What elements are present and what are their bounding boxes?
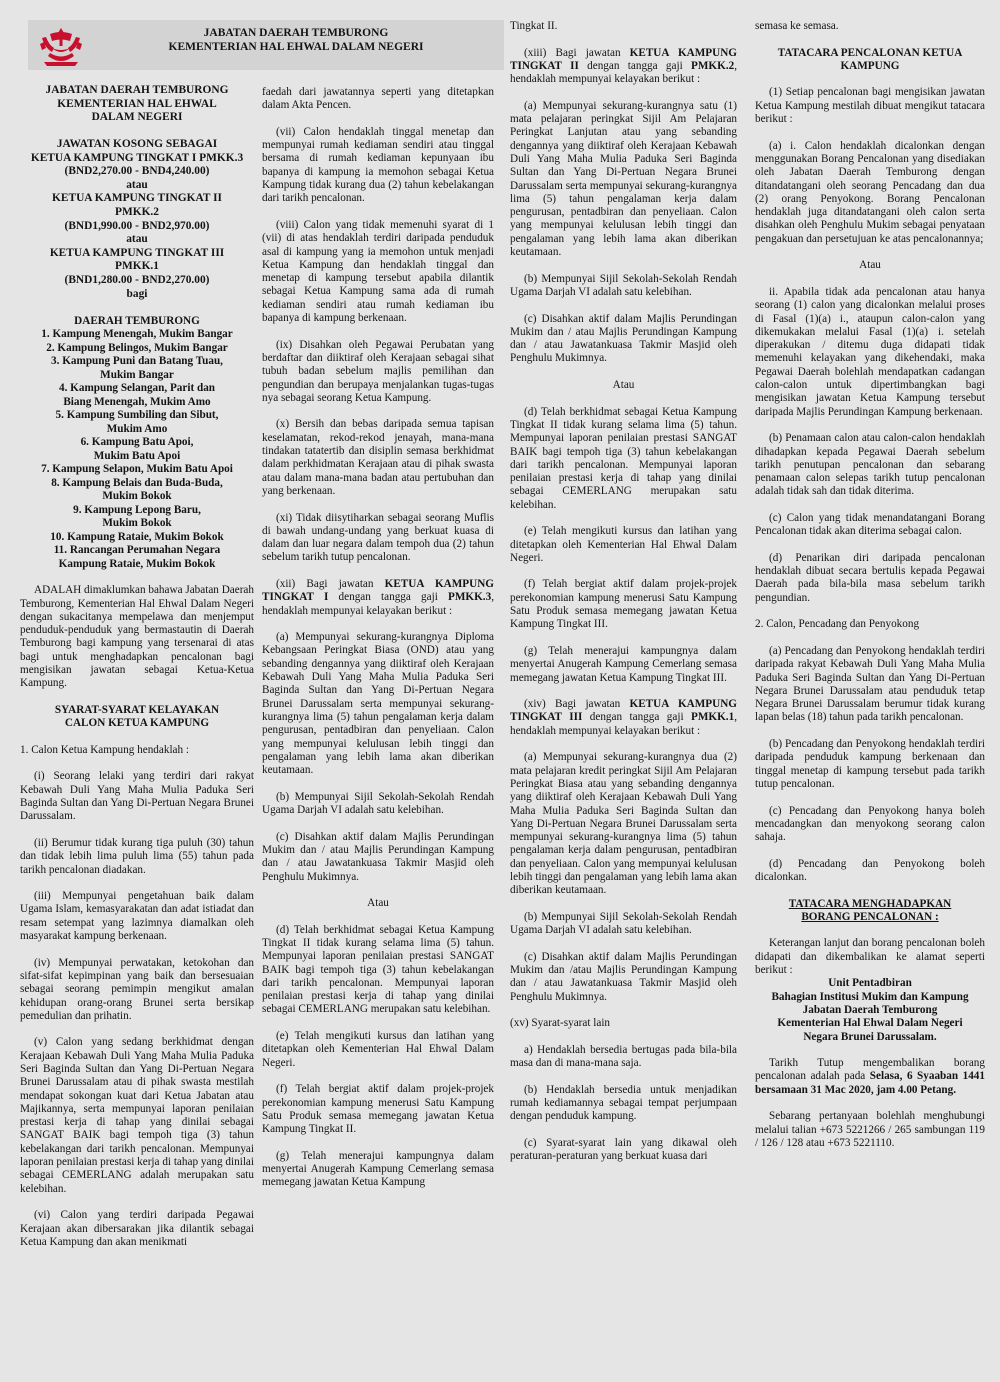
procedure-item: ii. Apabila tidak ada pencalonan atau hanya seorang (1) calon yang dicalonkan melalui proses di Fasal (1)(a) i., ataupun calon-calon yang dikemukakan melalui Fasal (1)(a) i. setelah diperakukan / ditemu duga didapati tidak memenuhi kelayakan yang dikehendaki, maka Pegawai Daerah bolehlah mendapatkan cadangan calon-calon untuk dipertimbangkan bagi mengisikan jawatan Ketua Kampung tersebut daripada Majlis Perundingan Kampung berkenaan. bbox=[755, 285, 985, 418]
vacancy-line: PMKK.2 bbox=[115, 206, 159, 219]
text-run: dengan tangga gaji bbox=[328, 591, 448, 604]
vacancy-line: KETUA KAMPUNG TINGKAT III bbox=[49, 246, 225, 259]
header-title-2: KEMENTERIAN HAL EHWAL DALAM NEGERI bbox=[168, 41, 424, 53]
village-item: Mukim Amo bbox=[106, 422, 168, 435]
village-item: Kampung Rataie, Mukim Bokok bbox=[58, 557, 216, 570]
qualification-item: a) Hendaklah bersedia bertugas pada bila-bila masa dan di mana-mana saja. bbox=[510, 1043, 737, 1070]
contact-info: Sebarang pertanyaan bolehlah menghubungi melalui talian +673 5221266 / 265 sambungan 119 / 126 / 128 atau +673 5221110. bbox=[755, 1110, 985, 1149]
requirement-item: (iii) Mempunyai pengetahuan baik dalam Ugama Islam, kemasyarakatan dan adat istiadat dan resam setempat yang lazimnya diamalkan oleh masyarakat kampung berkenaan. bbox=[20, 890, 254, 943]
qualification-item: (b) Mempunyai Sijil Sekolah-Sekolah Rendah Ugama Darjah VI adalah satu kelebihan. bbox=[510, 910, 737, 937]
village-list bbox=[20, 315, 254, 572]
procedure-item: (1) Setiap pencalonan bagi mengisikan jawatan Ketua Kampung mestilah dibuat mengikut tatacara berikut : bbox=[755, 86, 985, 126]
procedure-title bbox=[755, 47, 985, 74]
qualification-item: (a) Mempunyai sekurang-kurangnya dua (2) mata pelajaran kredit peringkat Sijil Am Pelajaran Peringkat Biasa atau yang sebanding dengannya yang diiktiraf oleh Kerajaan Kebawah Duli Yang Maha Mulia Paduka Seri Baginda Sultan dan Yang Di-Pertuan Negara Brunei Darussalam serta mempunyai sekurang-kurangnya lima (5) tahun pengalaman kerja dalam pengurusan, pentadbiran dan penyeliaan. Calon yang mempunyai kelulusan lebih tinggi dan pengalaman yang lebih lama akan diberikan keutamaan. bbox=[510, 751, 737, 897]
vacancy-line: (BND2,270.00 - BND4,240.00) bbox=[64, 165, 210, 178]
section-2-heading: 2. Calon, Pencadang dan Penyokong bbox=[755, 618, 920, 631]
requirement-item: (vi) Calon yang terdiri daripada Pegawai Kerajaan akan dibersarakan jika dilantik sebagai Ketua Kampung dan akan menikmati bbox=[20, 1209, 254, 1248]
vacancy-line: atau bbox=[126, 178, 148, 191]
requirement-item: (viii) Calon yang tidak memenuhi syarat di 1 (vii) di atas hendaklah terdiri daripada penduduk asal di kampung yang ia memohon untuk menjadi Ketua Kampung dan hendaklah tinggal dan menetap di kampung tersebut apabila dilantik sebagai Ketua Kampung sama ada di rumah kediaman sendiri atau rumah kediaman ibu bapanya di kampung berkenaan. bbox=[262, 218, 494, 325]
village-item: Biang Menengah, Mukim Amo bbox=[63, 395, 211, 408]
section-title-line: BORANG PENCALONAN : bbox=[801, 910, 939, 923]
section-title-line: TATACARA PENCALONAN KETUA bbox=[777, 46, 963, 59]
requirement-item: (i) Seorang lelaki yang terdiri dari rakyat Kebawah Duli Yang Maha Mulia Paduka Seri Baginda Sultan dan Yang Di-Pertuan Negara Brunei Darussalam. bbox=[20, 770, 254, 823]
procedure-item: (c) Pencadang dan Penyokong hanya boleh mencadangkan dan menyokong seorang calon sahaja. bbox=[755, 804, 985, 844]
section-title-line: SYARAT-SYARAT KELAYAKAN bbox=[54, 703, 220, 716]
district-title: DAERAH TEMBURONG bbox=[74, 314, 200, 327]
qualification-item: (c) Disahkan aktif dalam Majlis Perundingan Mukim dan / atau Majlis Perundingan Kampung dan / atau Jawatankuasa Takmir Masjid oleh Penghulu Mukimnya. bbox=[262, 830, 494, 883]
village-item: 1. Kampung Menengah, Mukim Bangar bbox=[41, 328, 233, 340]
qualification-item: (f) Telah bergiat aktif dalam projek-projek perekonomian kampung menerusi Satu Kampung Satu Produk semasa memegang jawatan Ketua Kampung Tingkat II. bbox=[262, 1083, 494, 1136]
vacancy-line: JAWATAN KOSONG SEBAGAI bbox=[56, 138, 218, 151]
requirement-item: (vii) Calon hendaklah tinggal menetap dan mempunyai rumah kediaman sendiri atau tinggal bersama di rumah kediaman kepunyaan ibu bapanya di kampung ia memohon sebagai Ketua Kampung tidak kurang dua (2) tahun kebelakangan dari tarikh pencalonan. bbox=[262, 125, 494, 205]
qualification-item: (d) Telah berkhidmat sebagai Ketua Kampung Tingkat II tidak kurang selama lima (5) tahun. Mempunyai laporan penilaian prestasi SANGAT BAIK bagi tempoh tiga (3) tahun kebelakangan dari tarikh pencalonan. Mempunyai laporan penilaian prestasi kerja di tahap yang dinilai sebagai CEMERLANG merupakan satu kelebihan. bbox=[510, 405, 737, 511]
requirement-item: (xi) Tidak diisytiharkan sebagai seorang Muflis di bawah undang-undang yang berkuat kuasa di dalam dan luar negara dalam tempoh dua (2) tahun sebelum tarikh tutup pencalonan. bbox=[262, 511, 494, 564]
column-2 bbox=[262, 86, 494, 1382]
other-requirements-title: (xv) Syarat-syarat lain bbox=[510, 1017, 611, 1030]
intro-paragraph: ADALAH dimaklumkan bahawa Jabatan Daerah Temburong, Kementerian Hal Ehwal Dalam Negeri dengan sukacitanya mempelawa dan menjemput penduduk-penduduk yang bermastautin di Daerah Temburong bagi kampung yang tersenarai di atas bagi untuk menghadapkan pencalonan bagi mengisikan jawatan sebagai Ketua-Ketua Kampung. bbox=[20, 584, 254, 690]
procedure-item: (a) i. Calon hendaklah dicalonkan dengan menggunakan Borang Pencalonan yang disediakan oleh Jabatan Daerah Temburong dengan ditandatangani oleh seorang Pencadang dan dua (2) orang Penyokong. Borang Pencalonan hendaklah juga ditandatangani oleh calon serta disahkan oleh Penghulu Mukim sebagai penyataan pengakuan dan persetujuan ke atas pencalonannya; bbox=[755, 139, 985, 245]
text-run: KETUA KAMPUNG TINGKAT II bbox=[510, 46, 737, 72]
column-3 bbox=[510, 20, 737, 1316]
vacancy-line: atau bbox=[126, 233, 148, 246]
village-item: 7. Kampung Selapon, Mukim Batu Apoi bbox=[41, 463, 233, 475]
tier1-heading bbox=[262, 578, 494, 618]
qualification-item: (b) Mempunyai Sijil Sekolah-Sekolah Rendah Ugama Darjah VI adalah satu kelebihan. bbox=[510, 272, 737, 298]
procedure-item: (b) Penamaan calon atau calon-calon hendaklah dihadapkan kepada Pegawai Daerah sebelum tarikh penutupan pencalonan dan sebarang penamaan calon selepas tarikh tutup pencalonan adalah tidak sah dan tidak diterima. bbox=[755, 432, 985, 498]
procedure-item: (a) Pencadang dan Penyokong hendaklah terdiri daripada rakyat Kebawah Duli Yang Maha Mulia Paduka Seri Baginda Sultan dan Yang Di-Pertuan Negara Brunei Darussalam atau penduduk tetap Negara Brunei Darussalam berumur tidak kurang lapan belas (18) tahun pada tarikh pencalonan. bbox=[755, 644, 985, 724]
requirement-item: (iv) Mempunyai perwatakan, ketokohan dan sifat-sifat kepimpinan yang baik dan bersesuaian sebagai seorang pemimpin mengikut amalan kehidupan orang-orang Brunei serta bersikap pemedulian dan prihatin. bbox=[20, 956, 254, 1022]
village-item: Mukim Bokok bbox=[102, 517, 172, 529]
vacancy-line: (BND1,280.00 - BND2,270.00) bbox=[64, 274, 210, 287]
village-item: Mukim Bangar bbox=[100, 368, 174, 381]
qualification-item: (f) Telah bergiat aktif dalam projek-projek perekonomian kampung menerusi Satu Kampung Satu Produk semasa memegang jawatan Ketua Kampung Tingkat III. bbox=[510, 578, 737, 631]
text-run: dengan tangga gaji bbox=[578, 59, 692, 72]
qualification-item: (c) Disahkan aktif dalam Majlis Perundingan Mukim dan / atau Majlis Perundingan Kampung dan / atau Jawatankuasa Takmir Masjid oleh Penghulu Mukimnya. bbox=[510, 312, 737, 365]
tier3-heading bbox=[510, 698, 737, 738]
procedure-item: (d) Penarikan diri daripada pencalonan hendaklah dibuat secara bertulis kepada Pegawai Daerah pada bila-bila masa sebelum tarikh pengundian. bbox=[755, 551, 985, 604]
requirement-item: faedah dari jawatannya seperti yang ditetapkan dalam Akta Pencen. bbox=[262, 86, 494, 112]
text-run: KETUA KAMPUNG TINGKAT III bbox=[510, 698, 737, 724]
qualification-item: (e) Telah mengikuti kursus dan latihan yang ditetapkan oleh Kementerian Hal Ehwal Dalam Negeri. bbox=[510, 525, 737, 564]
qualification-item: (a) Mempunyai sekurang-kurangnya Diploma Kebangsaan Peringkat Biasa (OND) atau yang sebanding dengannya yang diiktiraf oleh Kerajaan Kebawah Duli Yang Maha Mulia Paduka Seri Baginda Sultan dan Yang Di-Pertuan Negara Brunei Darussalam serta mempunyai sekurang-kurangnya lima (5) tahun pengalaman kerja dalam pengurusan, pentadbiran dan penyeliaan. Calon yang mempunyai kelulusan lebih tinggi dan pengalaman yang lebih lama akan diberikan keutamaan. bbox=[262, 631, 494, 777]
qualification-item: (c) Disahkan aktif dalam Majlis Perundingan Mukim dan /atau Majlis Perundingan Kampung dan / atau Jawatankuasa Takmir Masjid oleh Penghulu Mukimnya. bbox=[510, 950, 737, 1003]
village-item: Mukim Batu Apoi bbox=[93, 449, 181, 462]
address-line: Unit Pentadbiran bbox=[828, 977, 912, 990]
qualification-item: (g) Telah menerajui kampungnya dalam menyertai Anugerah Kampung Cemerlang semasa memegang jawatan Ketua Kampung Tingkat III. bbox=[510, 644, 737, 684]
requirement-item: (x) Bersih dan bebas daripada semua tapisan keselamatan, rekod-rekod jenayah, mana-mana tindakan tatatertib dan disiplin semasa berkhidmat dalam perkhidmatan Kerajaan atau di pihak swasta atau dalam mana-mana badan atau pertubuhan dan yang berkenaan. bbox=[262, 418, 494, 497]
column-4 bbox=[755, 20, 985, 1316]
text-run: (xiv) Bagi jawatan bbox=[524, 698, 630, 711]
procedure-item: (d) Pencadang dan Penyokong boleh dicalonkan. bbox=[755, 857, 985, 883]
text-run: Tarikh Tutup mengembalikan borang pencalonan adalah pada bbox=[755, 1057, 985, 1083]
brunei-crest-icon bbox=[38, 26, 84, 70]
village-item: 3. Kampung Puni dan Batang Tuau, bbox=[51, 355, 223, 367]
vacancy-line: bagi bbox=[126, 287, 148, 300]
org-block bbox=[20, 84, 254, 125]
tier2-heading bbox=[510, 47, 737, 87]
text-run: PMKK.3 bbox=[448, 591, 492, 604]
org-line: KEMENTERIAN HAL EHWAL bbox=[57, 97, 217, 110]
column-1 bbox=[20, 84, 254, 1380]
address-line: Negara Brunei Darussalam. bbox=[803, 1030, 937, 1043]
org-line: DALAM NEGERI bbox=[91, 111, 183, 124]
village-item: 10. Kampung Rataie, Mukim Bokok bbox=[50, 530, 224, 543]
vacancy-block bbox=[20, 138, 254, 301]
closing-date bbox=[755, 1057, 985, 1097]
requirements-title bbox=[20, 704, 254, 731]
qualification-item: (g) Telah menerajui kampungnya dalam menyertai Anugerah Kampung Cemerlang semasa memegang jawatan Ketua Kampung bbox=[262, 1149, 494, 1189]
text-run: , hendaklah mempunyai kelayakan berikut : bbox=[510, 711, 737, 737]
section-title-line: TATACARA MENGHADAPKAN bbox=[788, 897, 952, 910]
section-title-line: CALON KETUA KAMPUNG bbox=[64, 717, 210, 730]
atau-divider: Atau bbox=[367, 897, 389, 910]
address-line: Bahagian Institusi Mukim dan Kampung bbox=[771, 990, 969, 1003]
vacancy-line: PMKK.1 bbox=[115, 260, 159, 273]
village-item: 8. Kampung Belais dan Buda-Buda, bbox=[51, 476, 223, 489]
procedure-item: (b) Pencadang dan Penyokong hendaklah terdiri daripada penduduk kampung berkenaan dan tinggal menetap di kampung tersebut pada tarikh tutup pencalonan. bbox=[755, 738, 985, 790]
atau-divider: Atau bbox=[859, 259, 881, 272]
village-item: 9. Kampung Lepong Baru, bbox=[73, 503, 201, 516]
village-item: 6. Kampung Batu Apoi, bbox=[80, 436, 194, 448]
org-line: JABATAN DAERAH TEMBURONG bbox=[45, 84, 229, 96]
address-line: Jabatan Daerah Temburong bbox=[802, 1003, 938, 1016]
closing-date-value: Selasa, 6 Syaaban 1441 bersamaan 31 Mac 2020, jam 4.00 Petang. bbox=[755, 1070, 985, 1096]
submission-intro: Keterangan lanjut dan borang pencalonan boleh didapati dan dikembalikan ke alamat seperti berikut : bbox=[755, 937, 985, 977]
qualification-item: (d) Telah berkhidmat sebagai Ketua Kampung Tingkat II tidak kurang selama lima (5) tahun. Mempunyai laporan penilaian prestasi SANGAT BAIK bagi tempoh tiga (3) tahun kebelakangan dari tarikh pencalonan. Mempunyai laporan penilaian prestasi kerja di tahap yang dinilai sebagai CEMERLANG merupakan satu kelebihan. bbox=[262, 923, 494, 1016]
procedure-item: (c) Calon yang tidak menandatangani Borang Pencalonan tidak akan diterima sebagai calon. bbox=[755, 511, 985, 538]
requirement-item: (ii) Berumur tidak kurang tiga puluh (30) tahun dan tidak lebih lima puluh lima (55) tahun pada tarikh pencalonan diadakan. bbox=[20, 836, 254, 876]
requirements-intro: 1. Calon Ketua Kampung hendaklah : bbox=[20, 743, 190, 756]
text-run: PMKK.1 bbox=[691, 711, 735, 724]
address-line: Kementerian Hal Ehwal Dalam Negeri bbox=[777, 1017, 963, 1030]
header-title-1: JABATAN DAERAH TEMBURONG bbox=[203, 27, 389, 39]
text-run: (xiii) Bagi jawatan bbox=[524, 46, 630, 59]
text-run: , hendaklah mempunyai kelayakan berikut : bbox=[262, 591, 494, 617]
requirement-item: (ix) Disahkan oleh Pegawai Perubatan yang berdaftar dan diiktiraf oleh Kerajaan sebagai sihat tubuh badan sebelum majlis pemilihan dan pengundian dan berupaya menjalankan tugas-tugas nya sebagai seorang Ketua Kampung. bbox=[262, 338, 494, 404]
qualification-item: (b) Hendaklah bersedia untuk menjadikan rumah kediamannya sebagai tempat perjumpaan dengan penduduk kampung. bbox=[510, 1083, 737, 1123]
submission-title bbox=[755, 898, 985, 925]
vacancy-line: KETUA KAMPUNG TINGKAT I PMKK.3 bbox=[30, 151, 244, 164]
vacancy-line: KETUA KAMPUNG TINGKAT II bbox=[52, 192, 222, 205]
village-item: 2. Kampung Belingos, Mukim Bangar bbox=[46, 341, 228, 354]
vacancy-line: (BND1,990.00 - BND2,970.00) bbox=[64, 219, 210, 232]
requirement-item: (v) Calon yang sedang berkhidmat dengan Kerajaan Kebawah Duli Yang Maha Mulia Paduka Seri Baginda Sultan dan Yang Di-Pertuan Negara Brunei Darussalam atau di pihak swasta mestilah mendapat sokongan kuat dari Ketua Jabatan atau Majikannya, serta mempunyai laporan penilaian prestasi kerja di tahap yang dinilai sebagai SANGAT BAIK bagi tempoh tiga (3) tahun kebelakangan dari tarikh pencalonan. Mempunyai laporan penilaian prestasi kerja di tahap yang dinilai sebagai CEMERLANG adalah merupakan satu kelebihan. bbox=[20, 1036, 254, 1195]
atau-divider: Atau bbox=[612, 379, 635, 392]
text-run: dengan tangga gaji bbox=[582, 711, 691, 724]
qualification-item: (c) Syarat-syarat lain yang dikawal oleh peraturan-peraturan yang berkuat kuasa dari bbox=[510, 1136, 737, 1163]
text-run: , hendaklah mempunyai kelayakan berikut : bbox=[510, 59, 737, 86]
continued-text: semasa ke semasa. bbox=[755, 20, 839, 32]
address-block bbox=[755, 977, 985, 1043]
village-item: 4. Kampung Selangan, Parit dan bbox=[58, 382, 216, 394]
continued-text: Tingkat II. bbox=[510, 20, 558, 32]
text-run: KETUA KAMPUNG TINGKAT I bbox=[262, 577, 494, 604]
village-item: 5. Kampung Sumbiling dan Sibut, bbox=[55, 409, 219, 421]
notice-header bbox=[28, 20, 504, 70]
qualification-item: (b) Mempunyai Sijil Sekolah-Sekolah Rendah Ugama Darjah VI adalah satu kelebihan. bbox=[262, 790, 494, 817]
village-item: 11. Rancangan Perumahan Negara bbox=[53, 544, 221, 556]
qualification-item: (e) Telah mengikuti kursus dan latihan yang ditetapkan oleh Kementerian Hal Ehwal Dalam Negeri. bbox=[262, 1030, 494, 1069]
text-run: PMKK.2 bbox=[691, 59, 735, 72]
qualification-item: (a) Mempunyai sekurang-kurangnya satu (1) mata pelajaran peringkat Sijil Am Pelajaran Peringkat Lanjutan atau yang sebanding dengannya yang diiktiraf oleh Kerajaan Kebawah Duli Yang Maha Mulia Paduka Seri Baginda Sultan dan Yang Di-Pertuan Negara Brunei Darussalam serta mempunyai sekurang-kurangnya lima (5) tahun pengalaman kerja dalam pengurusan, pentadbiran dan penyeliaan. Calon yang mempunyai kelulusan lebih tinggi dan pengalaman yang lebih lama akan diberikan keutamaan. bbox=[510, 99, 737, 259]
text-run: (xii) Bagi jawatan bbox=[276, 577, 385, 590]
section-title-line: KAMPUNG bbox=[840, 59, 900, 72]
village-item: Mukim Bokok bbox=[102, 490, 172, 502]
